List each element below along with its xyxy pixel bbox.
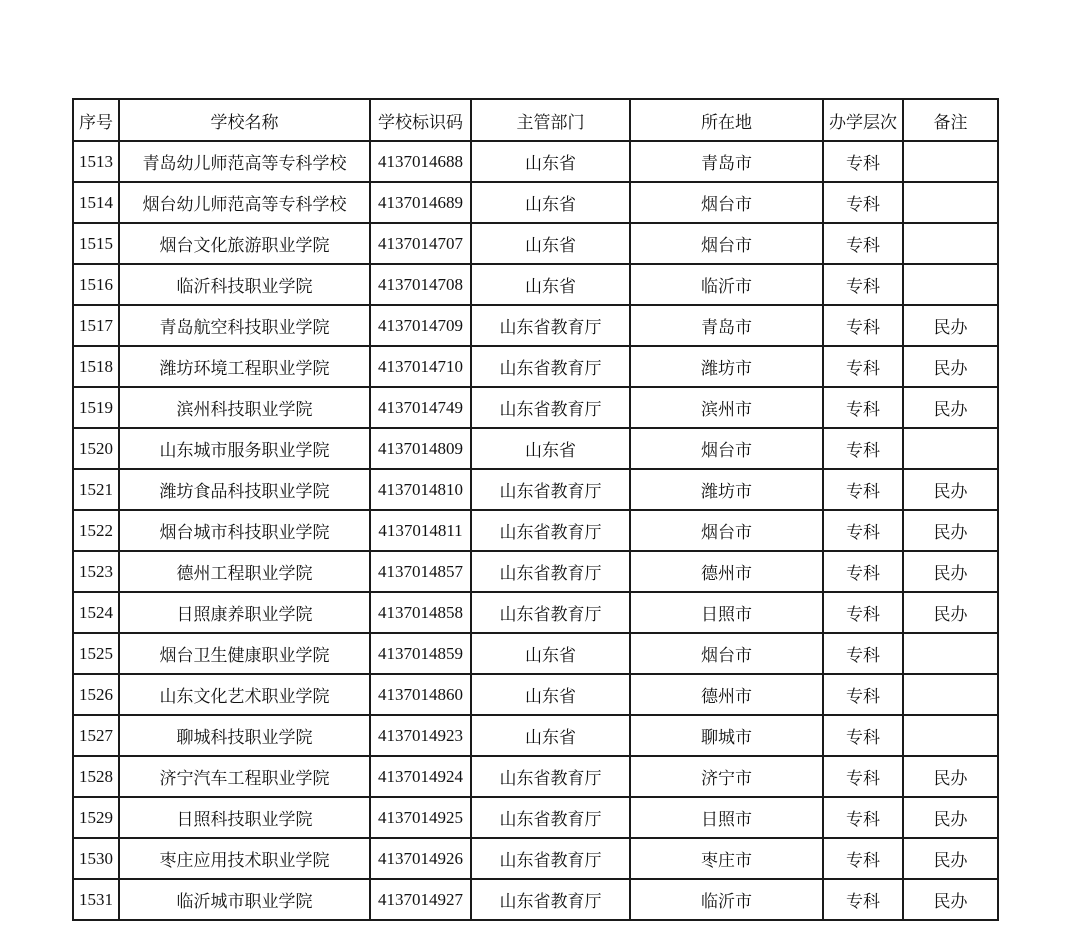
cell-school-name: 济宁汽车工程职业学院	[119, 756, 370, 797]
cell-level: 专科	[823, 305, 903, 346]
cell-school-name: 青岛航空科技职业学院	[119, 305, 370, 346]
cell-school-name: 烟台幼儿师范高等专科学校	[119, 182, 370, 223]
cell-level: 专科	[823, 387, 903, 428]
cell-note	[903, 223, 998, 264]
cell-department: 山东省	[471, 633, 630, 674]
cell-note: 民办	[903, 592, 998, 633]
cell-location: 德州市	[630, 551, 823, 592]
header-location: 所在地	[630, 99, 823, 141]
cell-school-name: 潍坊环境工程职业学院	[119, 346, 370, 387]
header-note: 备注	[903, 99, 998, 141]
cell-school-name: 枣庄应用技术职业学院	[119, 838, 370, 879]
cell-department: 山东省	[471, 223, 630, 264]
table-row	[73, 346, 998, 387]
cell-school-code: 4137014707	[370, 223, 471, 264]
cell-no: 1519	[73, 387, 119, 428]
cell-no: 1515	[73, 223, 119, 264]
table-row	[73, 428, 998, 469]
cell-no: 1529	[73, 797, 119, 838]
cell-school-code: 4137014710	[370, 346, 471, 387]
cell-school-code: 4137014811	[370, 510, 471, 551]
cell-school-code: 4137014925	[370, 797, 471, 838]
cell-location: 聊城市	[630, 715, 823, 756]
cell-note	[903, 715, 998, 756]
cell-school-name: 临沂城市职业学院	[119, 879, 370, 920]
cell-department: 山东省教育厅	[471, 305, 630, 346]
cell-note	[903, 633, 998, 674]
table-row	[73, 633, 998, 674]
cell-note	[903, 674, 998, 715]
cell-location: 青岛市	[630, 141, 823, 182]
cell-no: 1523	[73, 551, 119, 592]
cell-location: 日照市	[630, 592, 823, 633]
table-body	[73, 141, 998, 920]
cell-no: 1527	[73, 715, 119, 756]
cell-level: 专科	[823, 838, 903, 879]
cell-school-code: 4137014926	[370, 838, 471, 879]
header-no: 序号	[73, 99, 119, 141]
cell-level: 专科	[823, 141, 903, 182]
table-row	[73, 305, 998, 346]
cell-school-name: 青岛幼儿师范高等专科学校	[119, 141, 370, 182]
cell-school-code: 4137014923	[370, 715, 471, 756]
cell-school-code: 4137014927	[370, 879, 471, 920]
cell-no: 1528	[73, 756, 119, 797]
cell-note: 民办	[903, 838, 998, 879]
cell-department: 山东省教育厅	[471, 592, 630, 633]
cell-department: 山东省教育厅	[471, 387, 630, 428]
cell-department: 山东省教育厅	[471, 797, 630, 838]
table-header-row	[73, 99, 998, 141]
cell-note: 民办	[903, 305, 998, 346]
table-row	[73, 838, 998, 879]
cell-no: 1524	[73, 592, 119, 633]
cell-location: 德州市	[630, 674, 823, 715]
cell-department: 山东省	[471, 141, 630, 182]
cell-school-name: 潍坊食品科技职业学院	[119, 469, 370, 510]
cell-note	[903, 141, 998, 182]
cell-school-code: 4137014857	[370, 551, 471, 592]
header-level: 办学层次	[823, 99, 903, 141]
table-row	[73, 715, 998, 756]
cell-location: 滨州市	[630, 387, 823, 428]
cell-department: 山东省	[471, 715, 630, 756]
cell-school-code: 4137014858	[370, 592, 471, 633]
cell-location: 潍坊市	[630, 346, 823, 387]
cell-no: 1530	[73, 838, 119, 879]
cell-location: 临沂市	[630, 879, 823, 920]
cell-location: 烟台市	[630, 633, 823, 674]
cell-school-name: 聊城科技职业学院	[119, 715, 370, 756]
cell-no: 1516	[73, 264, 119, 305]
table-row	[73, 756, 998, 797]
cell-note: 民办	[903, 469, 998, 510]
cell-location: 济宁市	[630, 756, 823, 797]
cell-school-code: 4137014809	[370, 428, 471, 469]
cell-department: 山东省教育厅	[471, 510, 630, 551]
cell-no: 1525	[73, 633, 119, 674]
school-list-table	[72, 98, 999, 921]
cell-no: 1522	[73, 510, 119, 551]
cell-no: 1531	[73, 879, 119, 920]
cell-level: 专科	[823, 551, 903, 592]
cell-level: 专科	[823, 223, 903, 264]
cell-level: 专科	[823, 879, 903, 920]
cell-level: 专科	[823, 264, 903, 305]
header-department: 主管部门	[471, 99, 630, 141]
cell-location: 烟台市	[630, 223, 823, 264]
table-row	[73, 141, 998, 182]
cell-no: 1513	[73, 141, 119, 182]
cell-school-code: 4137014924	[370, 756, 471, 797]
cell-department: 山东省教育厅	[471, 879, 630, 920]
table-row	[73, 182, 998, 223]
cell-location: 青岛市	[630, 305, 823, 346]
cell-level: 专科	[823, 797, 903, 838]
table-row	[73, 264, 998, 305]
cell-location: 烟台市	[630, 428, 823, 469]
cell-note: 民办	[903, 797, 998, 838]
cell-location: 潍坊市	[630, 469, 823, 510]
cell-note: 民办	[903, 346, 998, 387]
table-row	[73, 592, 998, 633]
cell-note: 民办	[903, 551, 998, 592]
cell-location: 枣庄市	[630, 838, 823, 879]
cell-note: 民办	[903, 756, 998, 797]
cell-department: 山东省	[471, 182, 630, 223]
cell-no: 1514	[73, 182, 119, 223]
cell-department: 山东省教育厅	[471, 838, 630, 879]
cell-note	[903, 182, 998, 223]
table-row	[73, 797, 998, 838]
cell-department: 山东省教育厅	[471, 551, 630, 592]
cell-level: 专科	[823, 182, 903, 223]
cell-no: 1518	[73, 346, 119, 387]
header-school-name: 学校名称	[119, 99, 370, 141]
cell-location: 日照市	[630, 797, 823, 838]
cell-school-code: 4137014688	[370, 141, 471, 182]
table-row	[73, 469, 998, 510]
cell-school-name: 烟台文化旅游职业学院	[119, 223, 370, 264]
cell-school-name: 烟台城市科技职业学院	[119, 510, 370, 551]
table-row	[73, 674, 998, 715]
cell-school-code: 4137014709	[370, 305, 471, 346]
cell-level: 专科	[823, 510, 903, 551]
cell-department: 山东省教育厅	[471, 346, 630, 387]
cell-school-name: 日照康养职业学院	[119, 592, 370, 633]
cell-school-code: 4137014749	[370, 387, 471, 428]
cell-level: 专科	[823, 346, 903, 387]
cell-level: 专科	[823, 715, 903, 756]
cell-level: 专科	[823, 674, 903, 715]
cell-note: 民办	[903, 510, 998, 551]
cell-no: 1526	[73, 674, 119, 715]
cell-school-name: 德州工程职业学院	[119, 551, 370, 592]
cell-level: 专科	[823, 469, 903, 510]
cell-note: 民办	[903, 879, 998, 920]
cell-department: 山东省	[471, 674, 630, 715]
cell-note: 民办	[903, 387, 998, 428]
cell-department: 山东省	[471, 428, 630, 469]
cell-location: 临沂市	[630, 264, 823, 305]
cell-location: 烟台市	[630, 182, 823, 223]
cell-school-name: 滨州科技职业学院	[119, 387, 370, 428]
cell-school-code: 4137014810	[370, 469, 471, 510]
cell-school-code: 4137014708	[370, 264, 471, 305]
table-row	[73, 551, 998, 592]
cell-school-code: 4137014860	[370, 674, 471, 715]
cell-school-name: 日照科技职业学院	[119, 797, 370, 838]
cell-level: 专科	[823, 592, 903, 633]
header-school-code: 学校标识码	[370, 99, 471, 141]
table-row	[73, 387, 998, 428]
table-row	[73, 510, 998, 551]
cell-school-name: 山东文化艺术职业学院	[119, 674, 370, 715]
cell-level: 专科	[823, 428, 903, 469]
cell-no: 1517	[73, 305, 119, 346]
cell-school-code: 4137014859	[370, 633, 471, 674]
cell-department: 山东省	[471, 264, 630, 305]
table-row	[73, 879, 998, 920]
cell-school-name: 烟台卫生健康职业学院	[119, 633, 370, 674]
cell-location: 烟台市	[630, 510, 823, 551]
cell-school-code: 4137014689	[370, 182, 471, 223]
cell-no: 1520	[73, 428, 119, 469]
table-row	[73, 223, 998, 264]
cell-note	[903, 264, 998, 305]
cell-school-name: 临沂科技职业学院	[119, 264, 370, 305]
cell-level: 专科	[823, 756, 903, 797]
cell-level: 专科	[823, 633, 903, 674]
cell-no: 1521	[73, 469, 119, 510]
cell-department: 山东省教育厅	[471, 756, 630, 797]
cell-note	[903, 428, 998, 469]
cell-school-name: 山东城市服务职业学院	[119, 428, 370, 469]
cell-department: 山东省教育厅	[471, 469, 630, 510]
